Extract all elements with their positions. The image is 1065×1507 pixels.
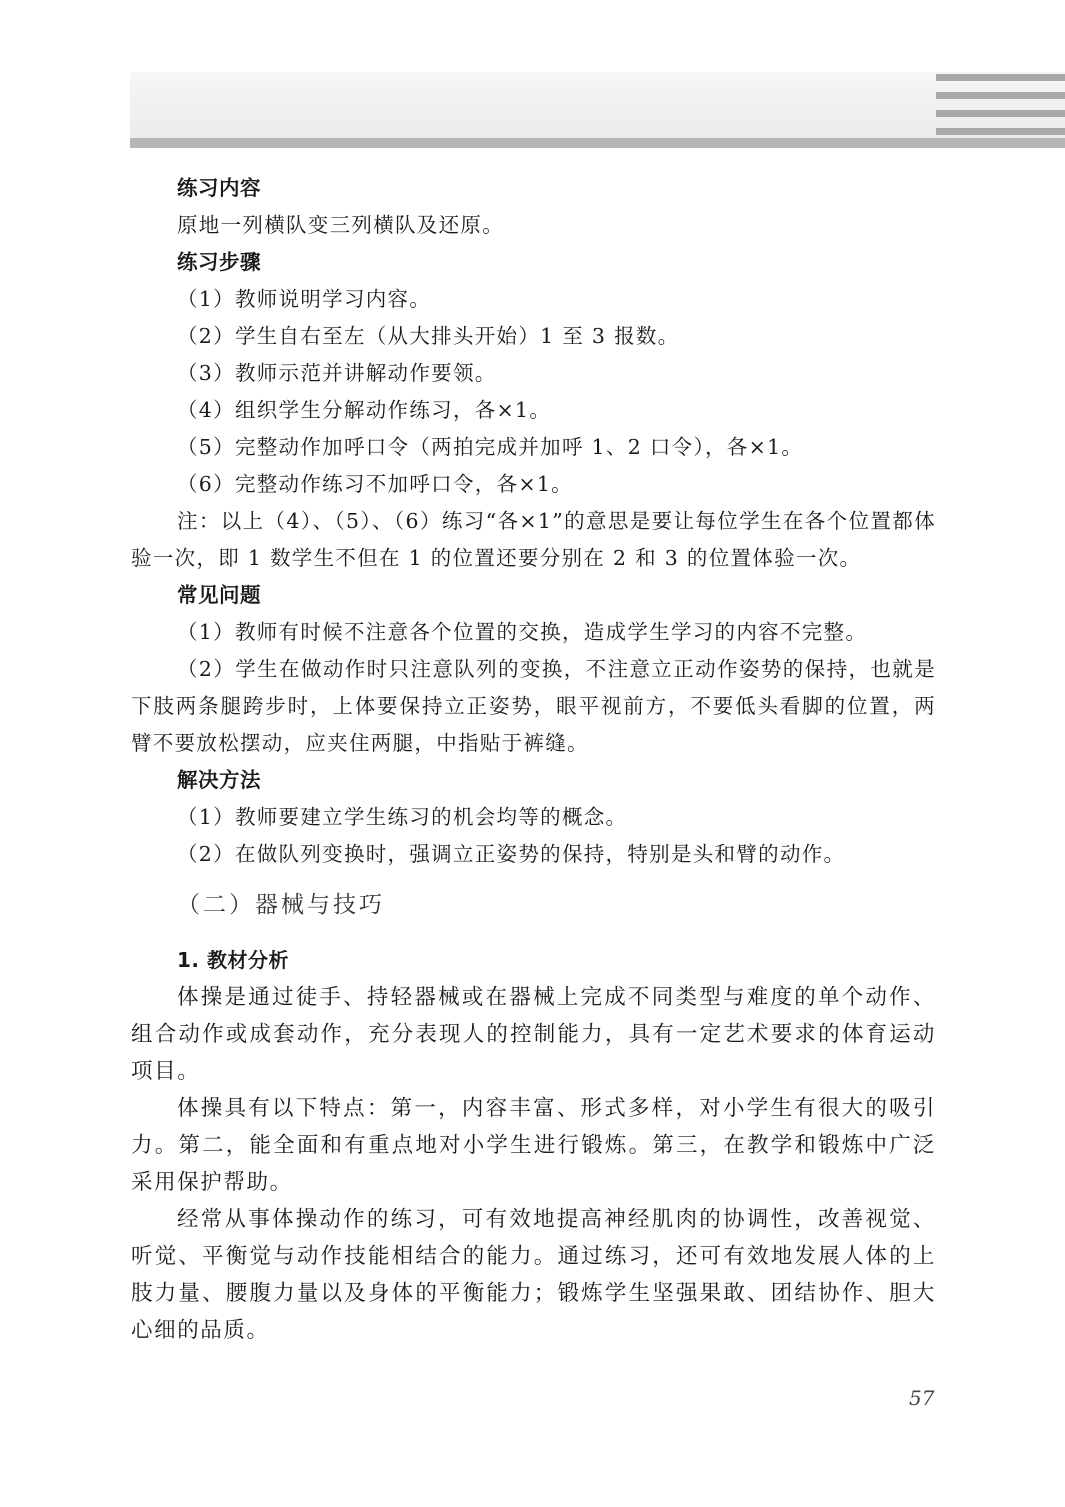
- practice-content-text: 原地一列横队变三列横队及还原。: [177, 213, 504, 237]
- page-content: [131, 170, 936, 1349]
- step-item: （1）教师说明学习内容。: [177, 287, 432, 311]
- header-rule: [130, 138, 1065, 148]
- step-item: （2）学生自右至左（从大排头开始）1 至 3 报数。: [177, 324, 680, 348]
- note-paragraph: 注：以上（4）、（5）、（6）练习“各×1”的意思是要让每位学生在各个位置都体验一次，即 1 数学生不但在 1 的位置还要分别在 2 和 3 的位置体验一次。: [131, 509, 936, 570]
- body-paragraph: 体操具有以下特点：第一，内容丰富、形式多样，对小学生有很大的吸引力。第二，能全面和有重点地对小学生进行锻炼。第三，在教学和锻炼中广泛采用保护帮助。: [131, 1096, 936, 1195]
- header-band: [130, 72, 1065, 138]
- section-heading-solutions: 解决方法: [177, 768, 261, 792]
- page-number: 57: [909, 1386, 935, 1410]
- body-paragraph: 经常从事体操动作的练习，可有效地提高神经肌肉的协调性，改善视觉、听觉、平衡觉与动作技能相结合的能力。通过练习，还可有效地发展人体的上肢力量、腰腹力量以及身体的平衡能力；锻炼学生坚强果敢、团结协作、胆大心细的品质。: [131, 1207, 936, 1343]
- step-item: （5）完整动作加呼口令（两拍完成并加呼 1、2 口令），各×1。: [177, 435, 804, 459]
- solution-item: （2）在做队列变换时，强调立正姿势的保持，特别是头和臂的动作。: [177, 842, 846, 866]
- problem-item: （2）学生在做动作时只注意队列的变换，不注意立正动作姿势的保持，也就是下肢两条腿跨步时，上体要保持立正姿势，眼平视前方，不要低头看脚的位置，两臂不要放松摆动，应夹住两腿，中指贴于裤缝。: [131, 657, 936, 755]
- section-heading-practice-steps: 练习步骤: [177, 250, 261, 274]
- step-item: （3）教师示范并讲解动作要领。: [177, 361, 497, 385]
- problem-item: （1）教师有时候不注意各个位置的交换，造成学生学习的内容不完整。: [177, 620, 868, 644]
- solution-item: （1）教师要建立学生练习的机会均等的概念。: [177, 805, 628, 829]
- step-item: （4）组织学生分解动作练习，各×1。: [177, 398, 552, 422]
- header-stripes-decoration: [936, 74, 1065, 146]
- section-heading-common-problems: 常见问题: [177, 583, 261, 607]
- subsection-heading-analysis: 1. 教材分析: [177, 948, 289, 972]
- section-heading-practice-content: 练习内容: [177, 176, 261, 200]
- body-paragraph: 体操是通过徒手、持轻器械或在器械上完成不同类型与难度的单个动作、组合动作或成套动作，充分表现人的控制能力，具有一定艺术要求的体育运动项目。: [131, 985, 936, 1084]
- section-title-apparatus-skills: （二）器械与技巧: [177, 892, 385, 918]
- step-item: （6）完整动作练习不加呼口令，各×1。: [177, 472, 573, 496]
